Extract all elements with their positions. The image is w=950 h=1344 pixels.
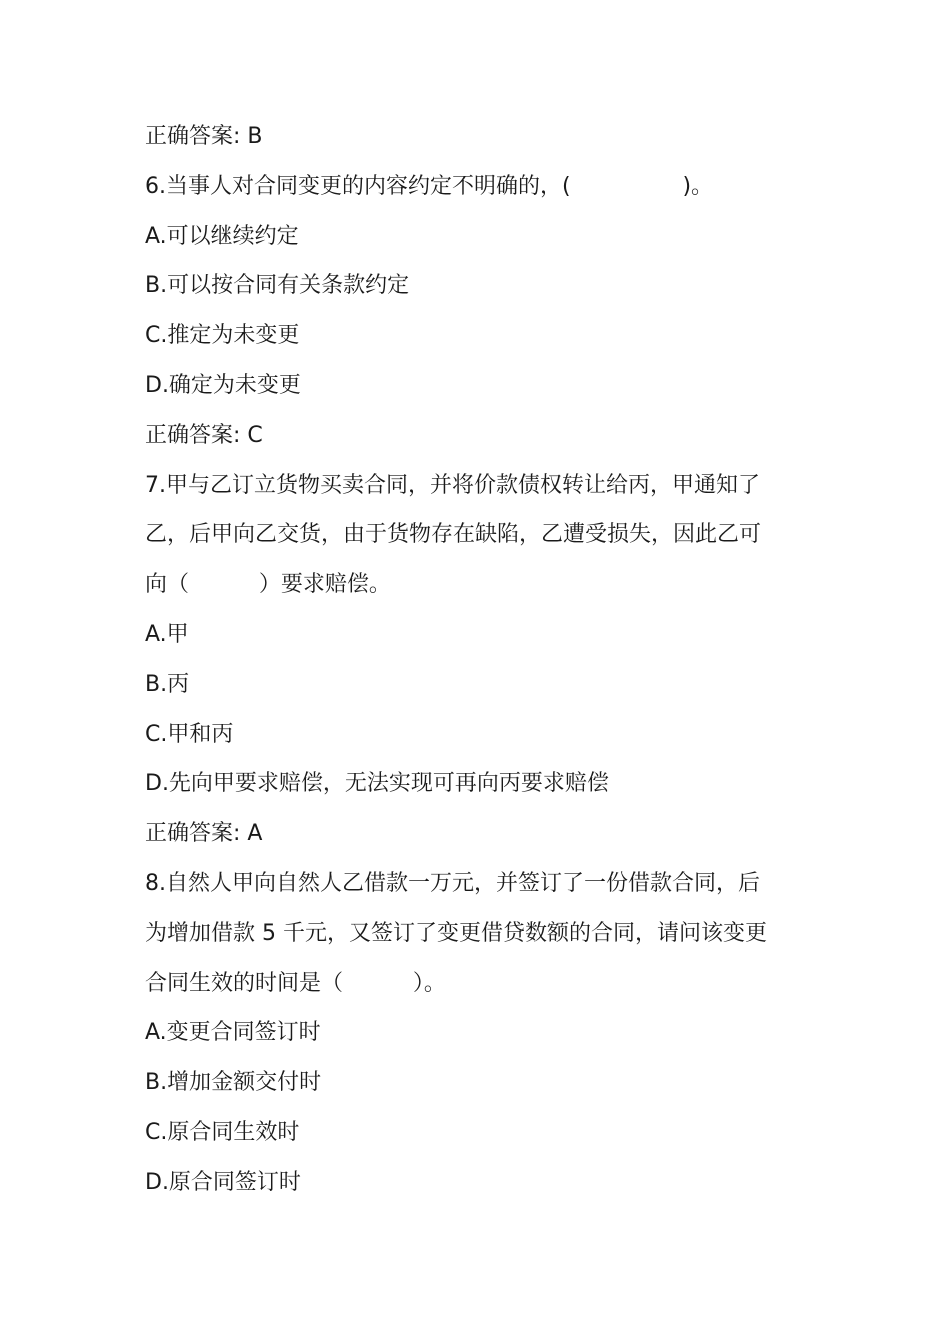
option-d: D.确定为未变更: [145, 372, 301, 398]
question-text-line: 乙，后甲向乙交货，由于货物存在缺陷，乙遭受损失，因此乙可: [145, 522, 762, 548]
question-text-line: 向（ ）要求赔偿。: [145, 572, 391, 598]
option-c: C.推定为未变更: [145, 323, 300, 349]
option-a: A.可以继续约定: [145, 223, 299, 249]
option-b: B.增加金额交付时: [145, 1070, 322, 1096]
question-8: [145, 859, 815, 1008]
answer-line: 正确答案: B: [145, 124, 263, 149]
question-text-line: 6.当事人对合同变更的内容约定不明确的，( )。: [145, 173, 714, 199]
option-a: A.甲: [145, 621, 189, 647]
question-text-line: 合同生效的时间是（ ）。: [145, 970, 446, 996]
option-d: D.原合同签订时: [145, 1169, 301, 1195]
option-c: C.原合同生效时: [145, 1119, 300, 1145]
option-c: C.甲和丙: [145, 721, 234, 747]
question-6: [145, 162, 815, 212]
answer-line: 正确答案: C: [145, 422, 263, 448]
question-text-line: 7.甲与乙订立货物买卖合同，并将价款债权转让给丙，甲通知了: [145, 472, 760, 498]
option-b: B.丙: [145, 671, 190, 697]
question-7: [145, 461, 815, 610]
option-a: A.变更合同签订时: [145, 1020, 321, 1046]
question-text-line: 为增加借款 5 千元，又签订了变更借贷数额的合同，请问该变更: [145, 920, 767, 946]
answer-line: 正确答案: A: [145, 821, 263, 847]
document-page: [145, 112, 815, 1208]
option-d: D.先向甲要求赔偿，无法实现可再向丙要求赔偿: [145, 771, 609, 797]
question-text-line: 8.自然人甲向自然人乙借款一万元，并签订了一份借款合同，后: [145, 870, 760, 896]
option-b: B.可以按合同有关条款约定: [145, 273, 410, 299]
